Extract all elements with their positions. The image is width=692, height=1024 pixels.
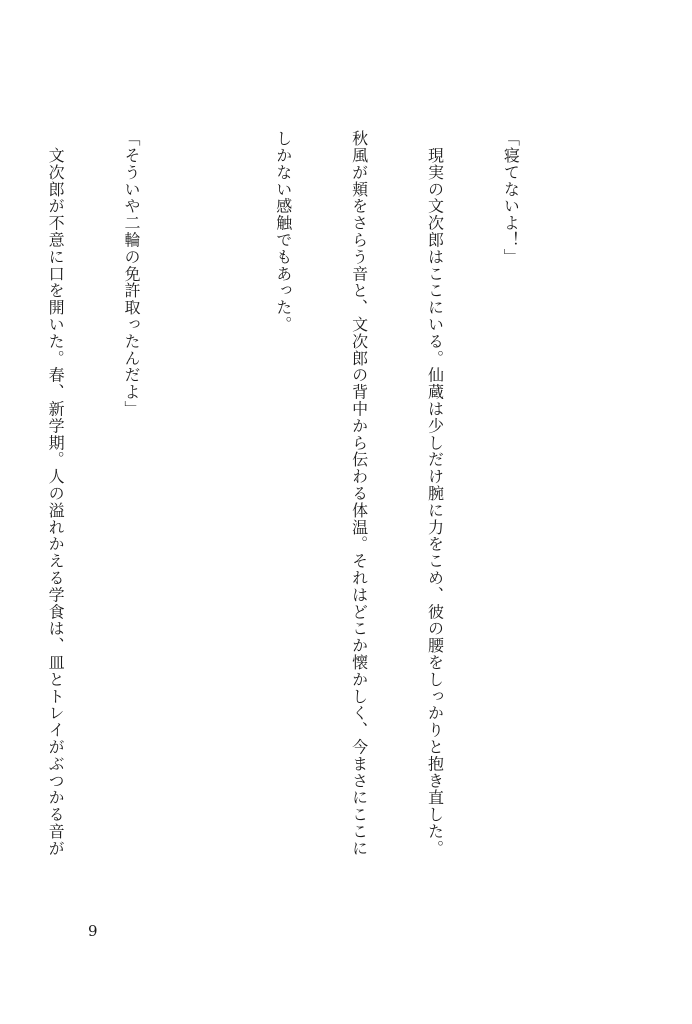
blank-line (195, 130, 220, 900)
text-line: 「寝てないよ！」 (501, 130, 521, 266)
page-number: 9 (88, 922, 98, 940)
vertical-text-body (46, 130, 574, 900)
text-line: しかない感触でもあった。 (273, 130, 293, 333)
text-line: 文次郎が不意に口を開いた。春、新学期。人の溢れかえる学食は、皿とトレイがぶつかる音が (46, 130, 66, 857)
text-line: 秋風が頬をさらう音と、文次郎の背中から伝わる体温。それはどこか懐かしく、今まさにここに (349, 130, 369, 857)
text-line: 「そういや二輪の免許取ったんだよ」 (121, 130, 141, 418)
text-line: 現実の文次郎はここにいる。仙蔵は少しだけ腕に力をこめ、彼の腰をしっかりと抱き直した。 (425, 130, 445, 857)
